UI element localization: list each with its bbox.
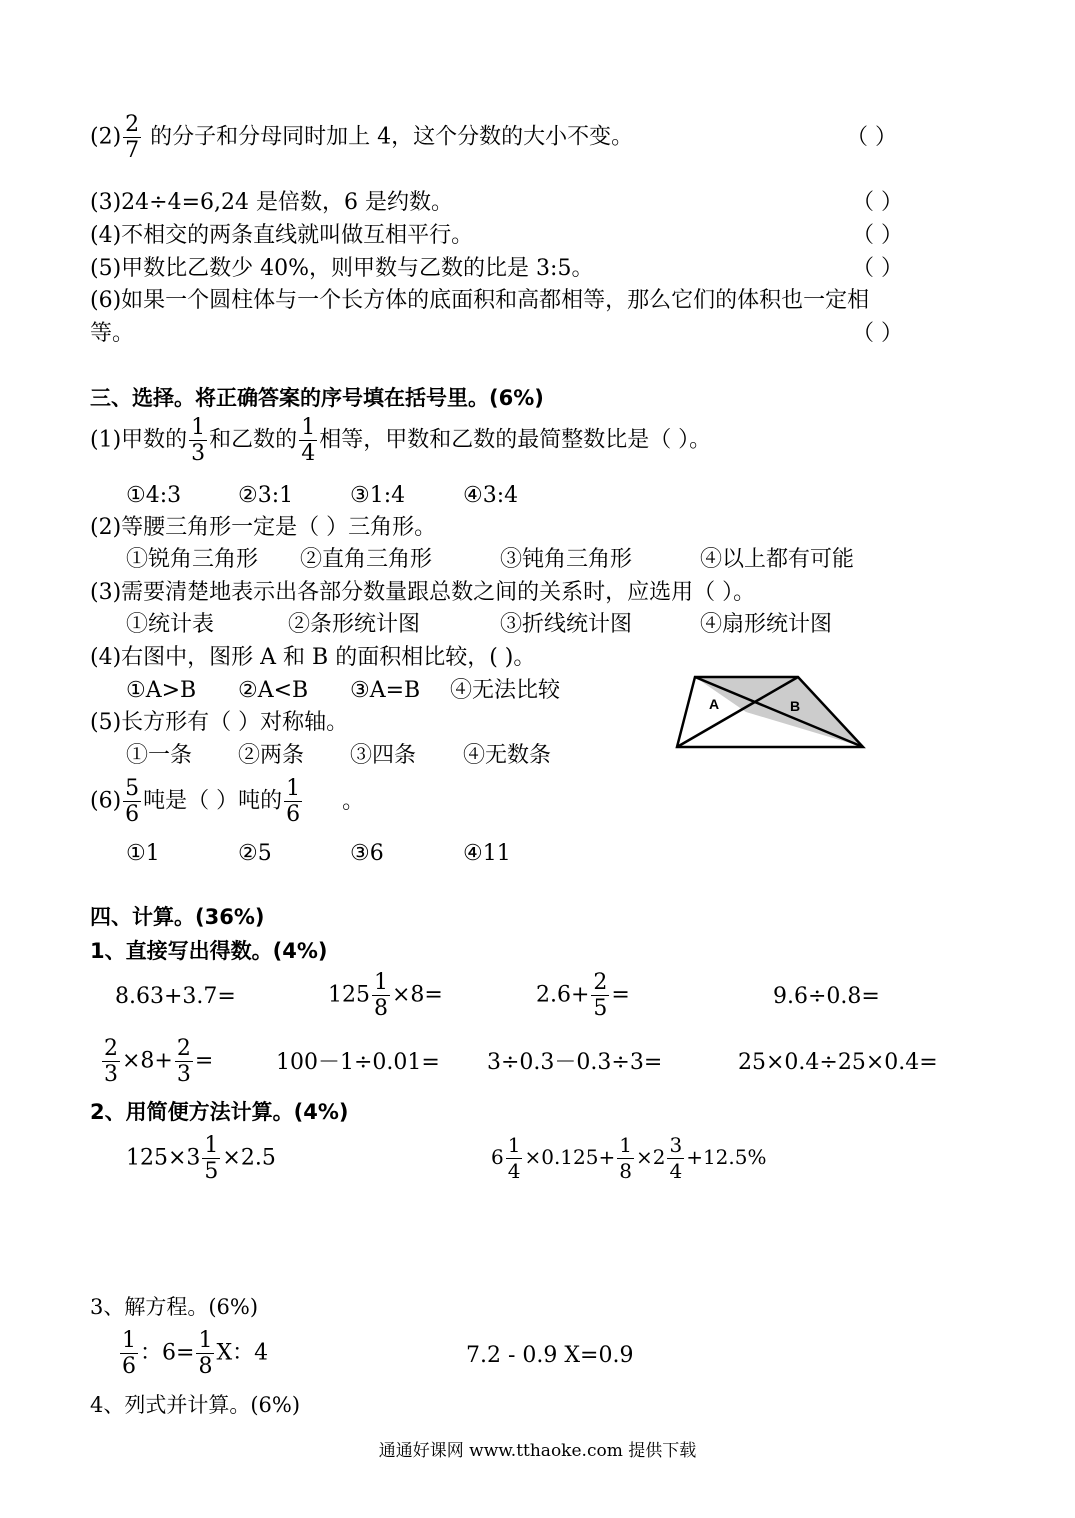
part3-title: 3、解方程。(6%) xyxy=(90,1295,259,1319)
answer-paren[interactable]: （ ） xyxy=(852,256,903,281)
option[interactable]: ①一条 xyxy=(126,743,193,768)
option[interactable]: ④无法比较 xyxy=(450,678,561,703)
option[interactable]: ②5 xyxy=(238,841,272,866)
option[interactable]: ④以上都有可能 xyxy=(700,547,855,572)
expr: 8.63+3.7= xyxy=(115,984,236,1009)
option[interactable]: ③1:4 xyxy=(350,483,406,508)
choice-q5: (5)长方形有（ ）对称轴。 xyxy=(90,710,349,735)
section3-title: 三、选择。将正确答案的序号填在括号里。(6%) xyxy=(90,386,544,410)
fraction: $\frac{5}{6}$ xyxy=(125,776,140,827)
label-a: A xyxy=(709,696,720,712)
section4-title: 四、计算。(36%) xyxy=(90,905,265,929)
judge-q4: (4)不相交的两条直线就叫做互相平行。 xyxy=(90,223,474,248)
footer: 通通好课网 www.tthaoke.com 提供下载 xyxy=(378,1441,697,1461)
option[interactable]: ③6 xyxy=(350,841,384,866)
fraction: $\frac{1}{4}$ xyxy=(507,1133,521,1183)
choice-q2: (2)等腰三角形一定是（ ）三角形。 xyxy=(90,515,437,540)
choice-q4: (4)右图中，图形 A 和 B 的面积相比较，( )。 xyxy=(90,645,536,670)
answer-paren[interactable]: （ ） xyxy=(852,190,903,215)
choice-q3: (3)需要清楚地表示出各部分数量跟总数之间的关系时，应选用（ ）。 xyxy=(90,580,756,605)
option[interactable]: ②A<B xyxy=(238,678,309,703)
answer-paren[interactable]: （ ） xyxy=(852,223,903,248)
fraction: $\frac{1}{3}$ xyxy=(191,415,206,466)
expr: 125 $\frac{1}{8}$ ×8= xyxy=(328,970,443,1021)
fraction: $\frac{1}{4}$ xyxy=(301,415,316,466)
fraction: $\frac{1}{8}$ xyxy=(619,1133,632,1183)
fraction: $\frac{2}{3}$ xyxy=(176,1036,191,1087)
option[interactable]: ①统计表 xyxy=(126,612,215,637)
part2-title: 2、用简便方法计算。(4%) xyxy=(90,1100,349,1124)
fraction: $\frac{1}{8}$ xyxy=(374,970,388,1021)
fraction: $\frac{1}{6}$ xyxy=(286,776,301,827)
fraction: $\frac{1}{8}$ xyxy=(198,1328,213,1379)
option[interactable]: ④无数条 xyxy=(463,743,552,768)
expr: 3÷0.3－0.3÷3= xyxy=(487,1050,663,1075)
expr: 100－1÷0.01= xyxy=(276,1050,440,1075)
fraction: $\frac{2}{3}$ xyxy=(104,1036,118,1087)
option[interactable]: ④3:4 xyxy=(463,483,519,508)
fraction: $\frac{1}{6}$ xyxy=(122,1328,136,1379)
answer-paren[interactable]: （ ） xyxy=(846,125,897,150)
fraction: $\frac{1}{5}$ xyxy=(204,1133,219,1184)
expr: $\frac{1}{6}$ ：6= $\frac{1}{8}$ X：4 xyxy=(122,1328,269,1379)
choice-q6: (6) $\frac{5}{6}$ 吨是（ ）吨的 $\frac{1}{6}$ 。 xyxy=(90,776,365,827)
part4-title: 4、列式并计算。(6%) xyxy=(90,1393,301,1417)
option[interactable]: ①A>B xyxy=(126,678,197,703)
expr: 2.6+ $\frac{2}{5}$ = xyxy=(536,970,630,1021)
option[interactable]: ④扇形统计图 xyxy=(700,612,833,637)
option[interactable]: ②两条 xyxy=(238,743,305,768)
expr: 125×3 $\frac{1}{5}$ ×2.5 xyxy=(126,1133,276,1184)
option[interactable]: ①4:3 xyxy=(126,483,182,508)
judge-q3: (3)24÷4=6,24 是倍数，6 是约数。 xyxy=(90,190,453,215)
expr: 6 $\frac{1}{4}$ ×0.125+ $\frac{1}{8}$ ×2 $\frac{3}{4}$ +12.5% xyxy=(491,1133,767,1183)
trapezoid-figure xyxy=(670,672,870,754)
fraction: $\frac{2}{7}$ xyxy=(125,112,140,163)
option[interactable]: ①1 xyxy=(126,841,160,866)
option[interactable]: ②3:1 xyxy=(238,483,294,508)
judge-q6-line2: 等。 xyxy=(90,321,135,346)
fraction: $\frac{2}{5}$ xyxy=(593,970,608,1021)
expr: 25×0.4÷25×0.4= xyxy=(738,1050,938,1075)
answer-paren[interactable]: （ ） xyxy=(852,321,903,346)
option[interactable]: ③钝角三角形 xyxy=(500,547,633,572)
label-b: B xyxy=(790,698,801,714)
option[interactable]: ④11 xyxy=(463,841,511,866)
option[interactable]: ③折线统计图 xyxy=(500,612,633,637)
option[interactable]: ③四条 xyxy=(350,743,417,768)
option[interactable]: ③A=B xyxy=(350,678,421,703)
part1-title: 1、直接写出得数。(4%) xyxy=(90,939,328,963)
judge-q5: (5)甲数比乙数少 40%，则甲数与乙数的比是 3:5。 xyxy=(90,256,594,281)
expr: 7.2 - 0.9 X=0.9 xyxy=(466,1343,634,1368)
option[interactable]: ②条形统计图 xyxy=(288,612,421,637)
fraction: $\frac{3}{4}$ xyxy=(669,1133,683,1183)
option[interactable]: ①锐角三角形 xyxy=(126,547,259,572)
option[interactable]: ②直角三角形 xyxy=(300,547,433,572)
expr: 9.6÷0.8= xyxy=(773,984,880,1009)
choice-q1: (1)甲数的 $\frac{1}{3}$ 和乙数的 $\frac{1}{4}$ 相等，甲数和乙数的最简整数比是（ ）。 xyxy=(90,415,712,466)
judge-q6-line1: (6)如果一个圆柱体与一个长方体的底面积和高都相等，那么它们的体积也一定相 xyxy=(90,288,870,313)
expr: $\frac{2}{3}$ ×8+ $\frac{2}{3}$ = xyxy=(104,1036,214,1087)
judge-q2: (2) $\frac{2}{7}$ 的分子和分母同时加上 4，这个分数的大小不变。 xyxy=(90,112,634,163)
